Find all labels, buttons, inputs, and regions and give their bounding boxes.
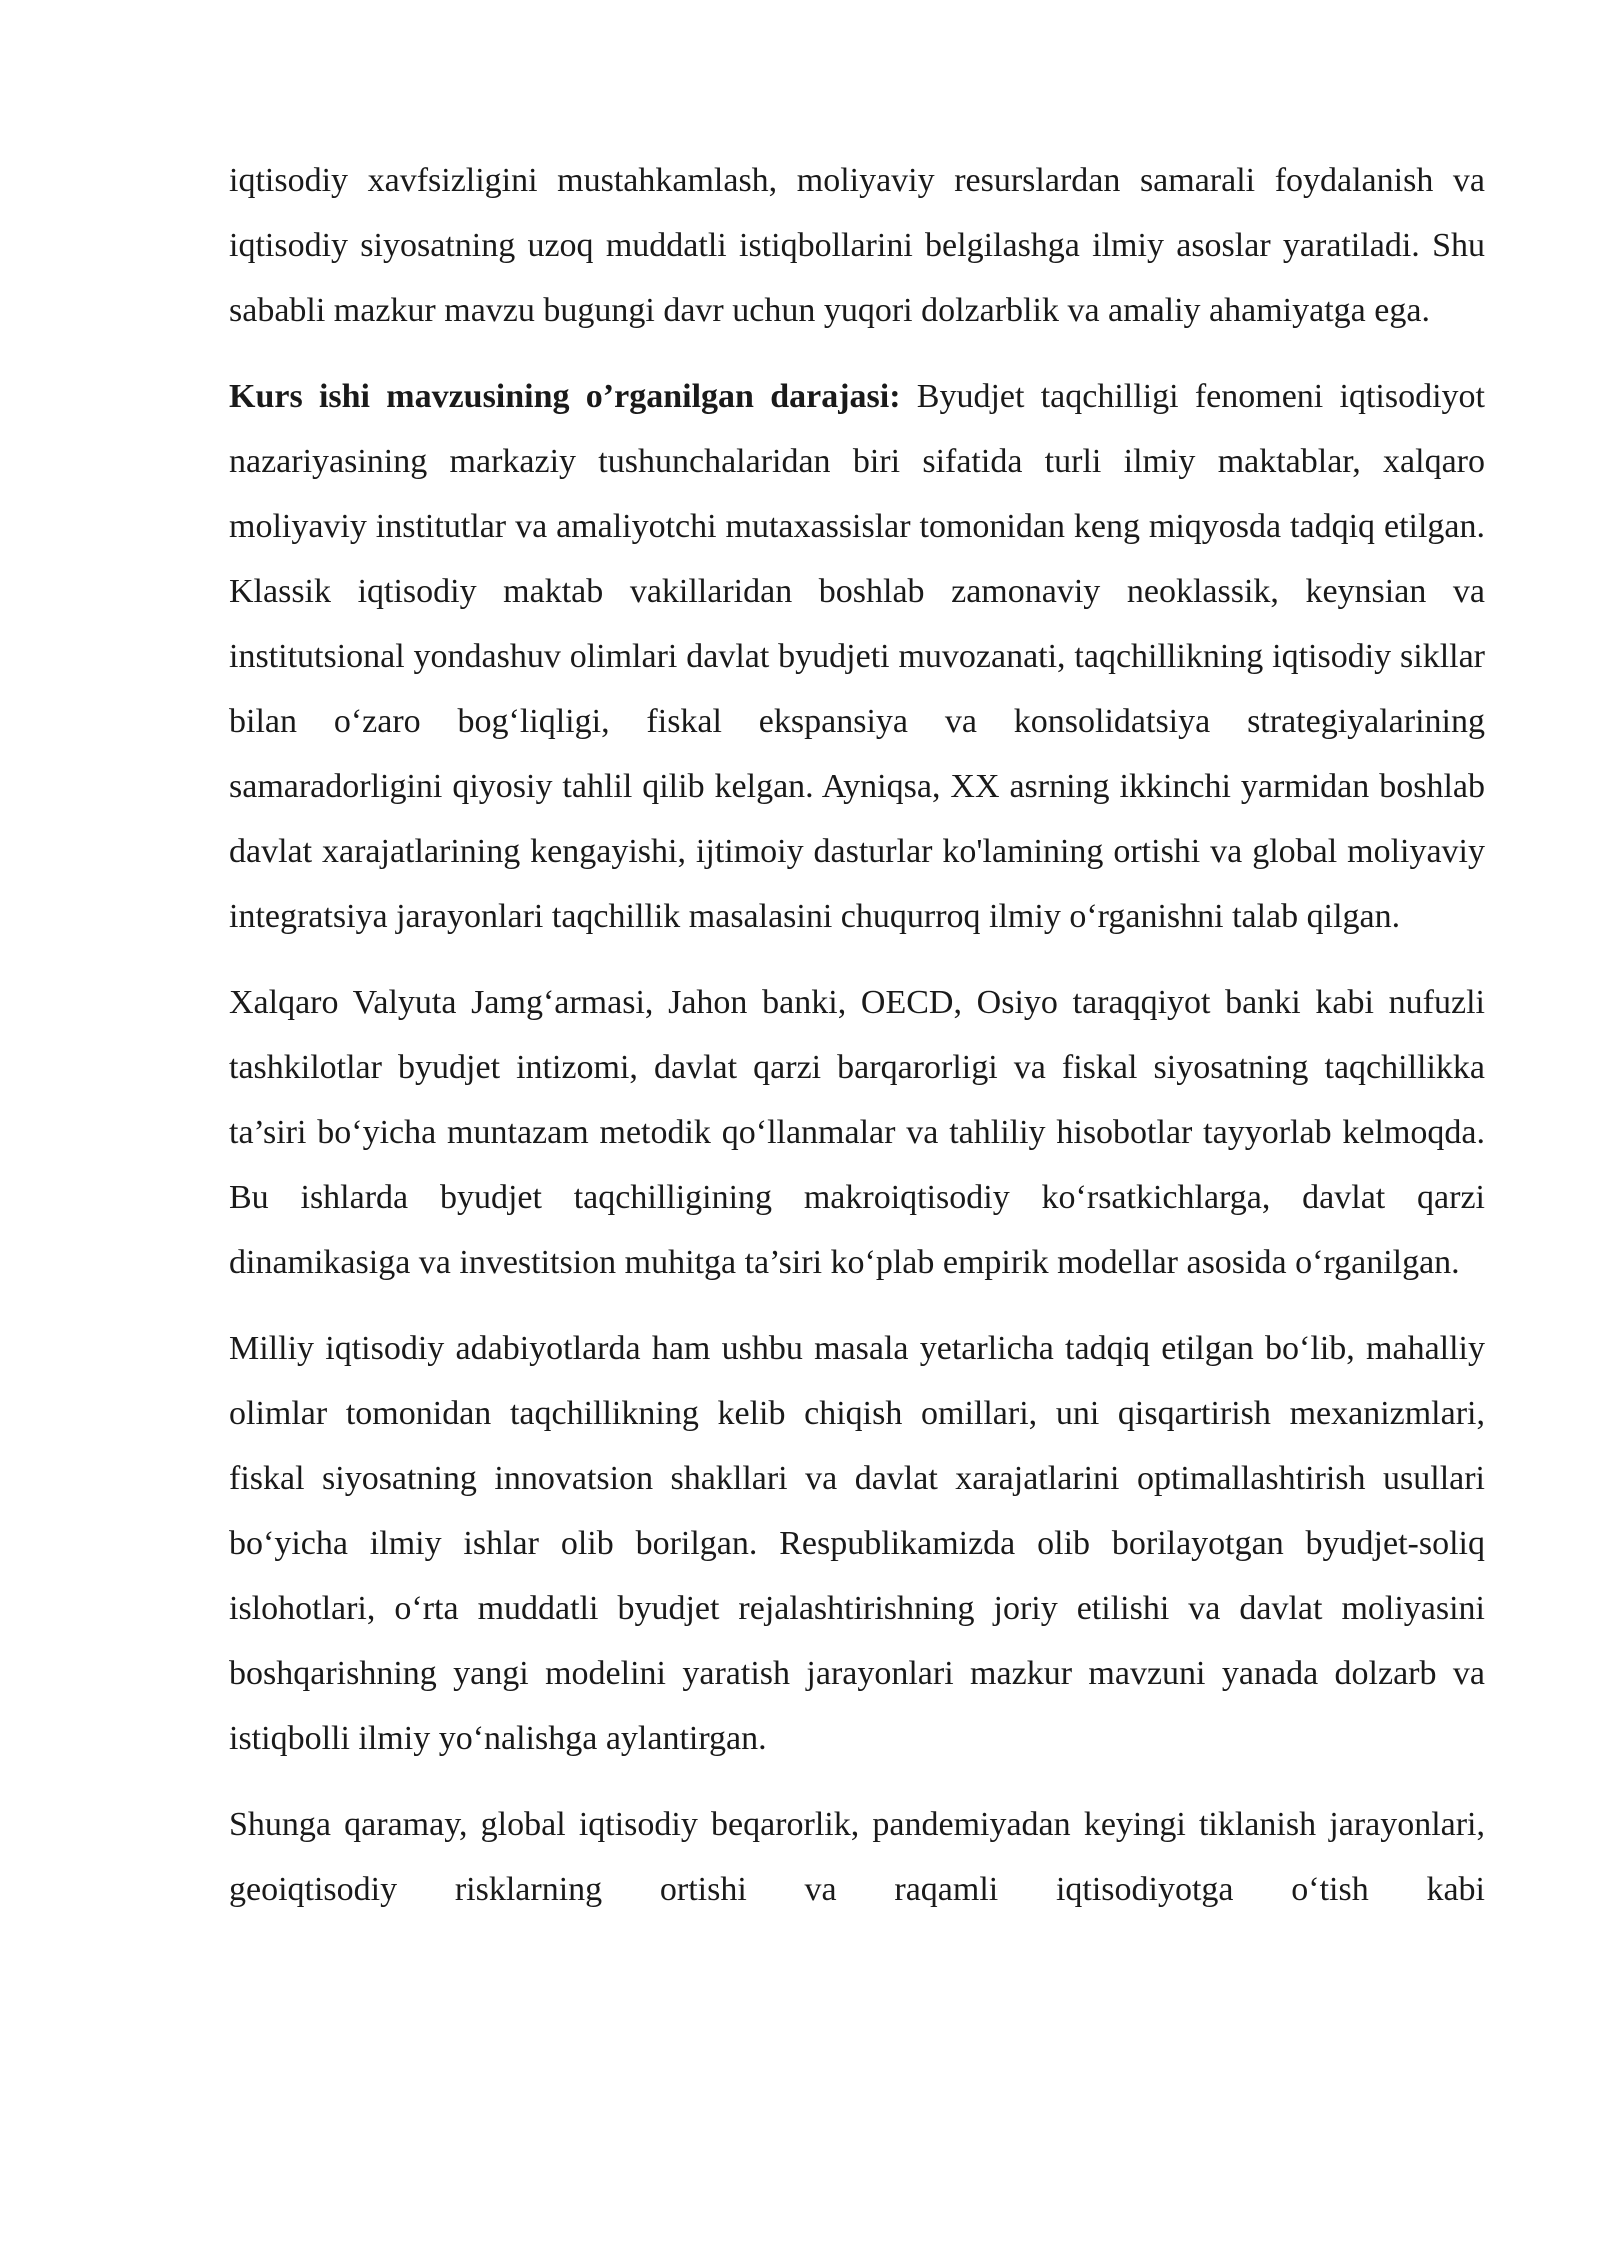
paragraph-1 — [229, 148, 1485, 343]
paragraph-2-text: Byudjet taqchilligi fenomeni iqtisodiyot nazariyasining markaziy tushunchalaridan biri sifatida turli ilmiy maktablar, xalqaro moliyaviy institutlar va amaliyotchi mutaxassislar tomonidan keng miqyosda tadqiq etilgan. Klassik iqtisodiy maktab vakillaridan boshlab zamonaviy neoklassik, keynsian va institutsional yondashuv olimlari davlat byudjeti muvozanati, taqchillikning iqtisodiy sikllar bilan o‘zaro bog‘liqligi, fiskal ekspansiya va konsolidatsiya strategiyalarining samaradorligini qiyosiy tahlil qilib kelgan. Ayniqsa, XX asrning ikkinchi yarmidan boshlab davlat xarajatlarining kengayishi, ijtimoiy dasturlar ko'lamining ortishi va global moliyaviy integratsiya jarayonlari taqchillik masalasini chuqurroq ilmiy o‘rganishni talab qilgan. — [229, 378, 1485, 935]
paragraph-4-text: Milliy iqtisodiy adabiyotlarda ham ushbu masala yetarlicha tadqiq etilgan bo‘lib, mahalliy olimlar tomonidan taqchillikning kelib chiqish omillari, uni qisqartirish mexanizmlari, fiskal siyosatning innovatsion shakllari va davlat xarajatlarini optimallashtirish usullari bo‘yicha ilmiy ishlar olib borilgan. Respublikamizda olib borilayotgan byudjet-soliq islohotlari, o‘rta muddatli byudjet rejalashtirishning joriy etilishi va davlat moliyasini boshqarishning yangi modelini yaratish jarayonlari mazkur mavzuni yanada dolzarb va istiqbolli ilmiy yo‘nalishga aylantirgan. — [229, 1330, 1485, 1757]
paragraph-4 — [229, 1316, 1485, 1771]
paragraph-5-text: Shunga qaramay, global iqtisodiy beqarorlik, pandemiyadan keyingi tiklanish jarayonlari, geoiqtisodiy risklarning ortishi va raqamli iqtisodiyotga o‘tish kabi — [229, 1806, 1485, 1908]
paragraph-2 — [229, 364, 1485, 949]
body-text — [229, 148, 1485, 1943]
paragraph-1-text: iqtisodiy xavfsizligini mustahkamlash, moliyaviy resurslardan samarali foydalanish va iqtisodiy siyosatning uzoq muddatli istiqbollarini belgilashga ilmiy asoslar yaratiladi. Shu sababli mazkur mavzu bugungi davr uchun yuqori dolzarblik va amaliy ahamiyatga ega. — [229, 162, 1485, 329]
paragraph-5 — [229, 1792, 1485, 1922]
paragraph-3-text: Xalqaro Valyuta Jamg‘armasi, Jahon banki, OECD, Osiyo taraqqiyot banki kabi nufuzli tashkilotlar byudjet intizomi, davlat qarzi barqarorligi va fiskal siyosatning taqchillikka ta’siri bo‘yicha muntazam metodik qo‘llanmalar va tahliliy hisobotlar tayyorlab kelmoqda. Bu ishlarda byudjet taqchilligining makroiqtisodiy ko‘rsatkichlarga, davlat qarzi dinamikasiga va investitsion muhitga ta’siri ko‘plab empirik modellar asosida o‘rganilgan. — [229, 984, 1485, 1281]
section-heading-lead: Kurs ishi mavzusining o’rganilgan darajasi: — [229, 378, 901, 415]
paragraph-3 — [229, 970, 1485, 1295]
